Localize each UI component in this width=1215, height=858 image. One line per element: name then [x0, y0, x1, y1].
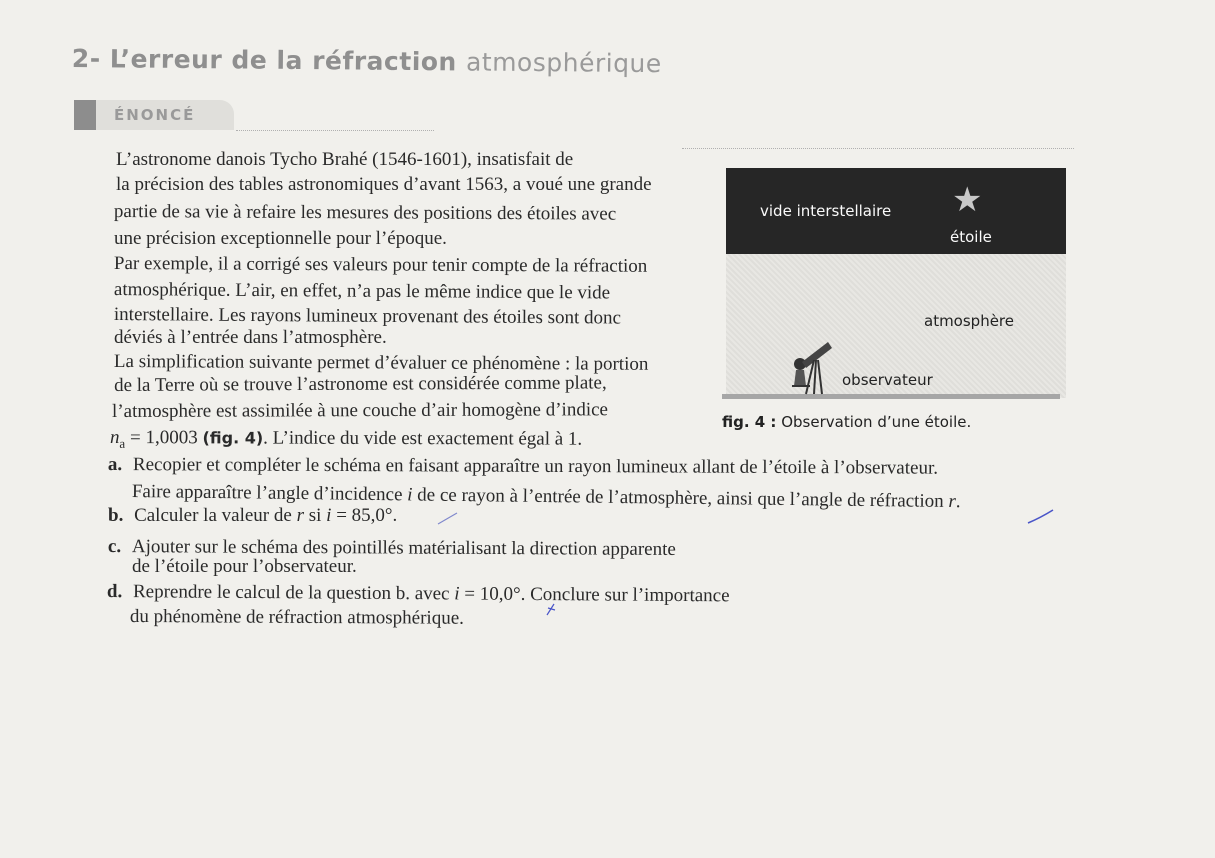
- question-b-text: Calculer la valeur de: [134, 505, 297, 526]
- question-d-line2: du phénomène de réfraction atmosphérique.: [129, 606, 464, 629]
- intro-line: de la Terre où se trouve l’astronome est considérée comme plate,: [113, 372, 607, 396]
- astronomer-telescope-icon: [788, 338, 838, 396]
- question-b-mid: si: [303, 505, 327, 526]
- intro-line: partie de sa vie à refaire les mesures des positions des étoiles avec: [113, 201, 617, 225]
- question-d-line1: [107, 582, 730, 605]
- section-heading: [72, 44, 662, 78]
- variable-r: r: [296, 505, 304, 526]
- caption-text: Observation d’une étoile.: [776, 413, 972, 431]
- enonce-square-icon: [74, 100, 96, 130]
- figure-4: [726, 168, 1066, 404]
- intro-line: L’astronome danois Tycho Brahé (1546-1601), insatisfait de: [116, 149, 574, 170]
- figure-caption: [722, 413, 971, 431]
- question-d-letter: d.: [106, 581, 123, 603]
- variable-r: r: [948, 490, 956, 513]
- question-a-text: Recopier et compléter le schéma en faisant apparaître un rayon lumineux allant de l’étoile à l’observateur.: [132, 454, 939, 479]
- divider-left: [236, 130, 434, 131]
- intro-line: l’atmosphère est assimilée à une couche d’air homogène d’indice: [111, 399, 608, 422]
- pen-tick-mark: [1026, 506, 1056, 526]
- label-star: étoile: [950, 228, 992, 246]
- refractive-index-line: [110, 428, 582, 451]
- star-icon: ★: [952, 182, 983, 219]
- intro-line: la précision des tables astronomiques d’avant 1563, a voué une grande: [116, 174, 652, 195]
- question-b-value: = 85,0°.: [331, 505, 398, 526]
- variable-i: i: [407, 484, 413, 506]
- label-observer: observateur: [842, 371, 933, 389]
- section-title-light: atmosphérique: [465, 47, 662, 79]
- question-c-line2: de l’étoile pour l’observateur.: [132, 556, 357, 577]
- index-rest: . L’indice du vide est exactement égal à 1.: [263, 427, 583, 450]
- index-symbol: n: [109, 427, 120, 449]
- question-a-text3: de ce rayon à l’entrée de l’atmosphère, ainsi que l’angle de réfraction: [412, 484, 949, 512]
- intro-line: interstellaire. Les rayons lumineux provenant des étoiles sont donc: [113, 304, 622, 329]
- enonce-label: ÉNONCÉ: [114, 106, 196, 124]
- intro-line: atmosphérique. L’air, en effet, n’a pas le même indice que le vide: [113, 279, 611, 304]
- question-c-letter: c.: [107, 536, 122, 558]
- question-a-letter: a.: [107, 454, 123, 476]
- question-a-line1: [108, 455, 938, 478]
- question-a-end: .: [955, 491, 961, 513]
- variable-i: i: [326, 505, 332, 526]
- section-number: 2-: [71, 44, 101, 74]
- ground-line: [722, 394, 1060, 399]
- intro-line: déviés à l’entrée dans l’atmosphère.: [114, 327, 387, 348]
- divider-right: [682, 148, 1074, 149]
- question-b: [108, 506, 397, 525]
- label-interstellar: vide interstellaire: [760, 202, 892, 220]
- pen-tick-mark: [436, 510, 460, 526]
- intro-line: La simplification suivante permet d’évaluer ce phénomène : la portion: [113, 351, 649, 375]
- variable-i: i: [454, 583, 460, 605]
- question-d-text: Reprendre le calcul de la question b. avec: [132, 581, 455, 605]
- section-title-bold: L’erreur de la réfraction: [109, 44, 457, 77]
- intro-line: une précision exceptionnelle pour l’époque.: [114, 228, 447, 249]
- question-d-value: = 10,0°. Conclure sur l’importance: [459, 583, 730, 607]
- label-atmosphere: atmosphère: [924, 312, 1014, 330]
- question-a-text2: Faire apparaître l’angle d’incidence: [131, 481, 408, 506]
- pen-mark: [544, 598, 558, 618]
- enonce-tab: [74, 100, 234, 130]
- intro-line: Par exemple, il a corrigé ses valeurs pour tenir compte de la réfraction: [113, 253, 648, 277]
- question-b-letter: b.: [108, 505, 124, 526]
- index-subscript: a: [119, 435, 126, 451]
- question-c-text: Ajouter sur le schéma des pointillés matérialisant la direction apparente: [131, 536, 676, 560]
- caption-ref: fig. 4 :: [722, 413, 777, 431]
- figure-reference: (fig. 4): [202, 428, 264, 448]
- index-value: = 1,0003: [125, 427, 203, 449]
